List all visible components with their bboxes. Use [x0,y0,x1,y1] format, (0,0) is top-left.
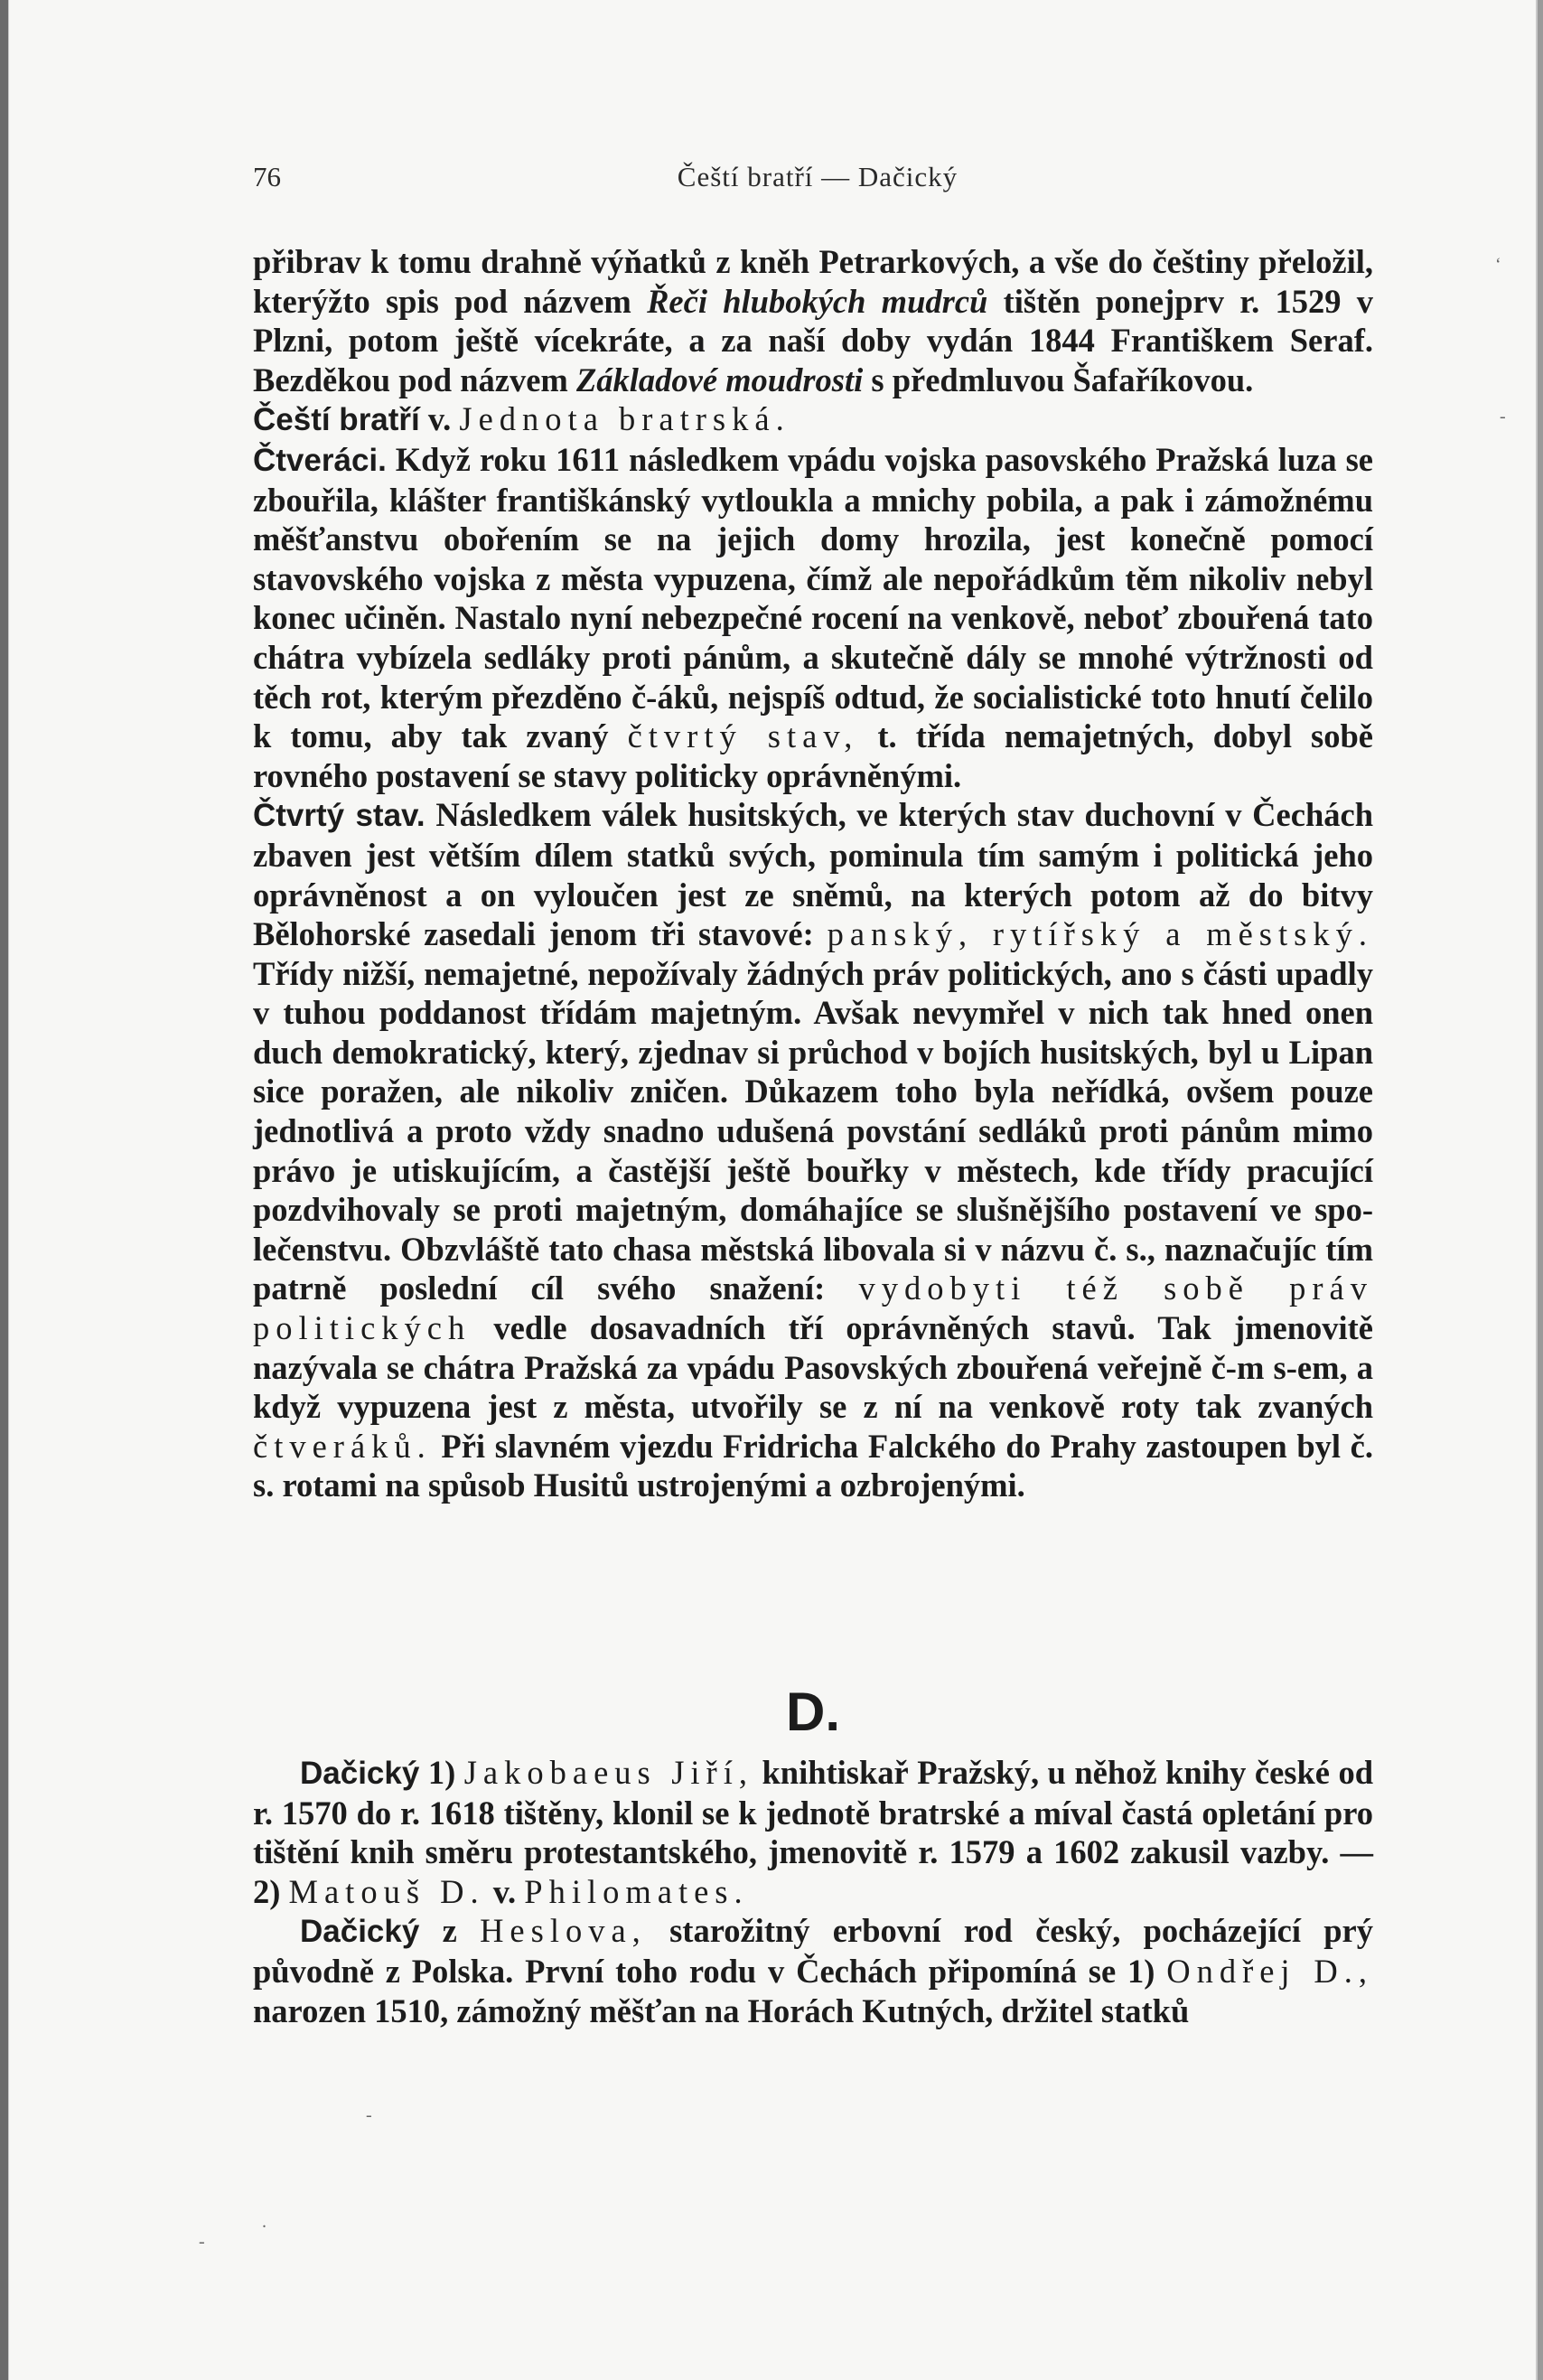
scan-edge-right [1538,0,1543,2380]
spaced-term: panský, rytířský a městský. [827,915,1373,953]
section-letter-heading: D. [786,1682,840,1742]
dictionary-paragraph [253,440,1373,795]
headword: Čtveráci. [253,442,387,478]
spaced-term: čtvrtý stav, [627,717,859,755]
headword: Čtvrtý stav. [253,798,425,834]
spaced-term: čtveráků. [253,1427,432,1465]
spaced-term: Philomates. [524,1872,749,1910]
text-run: z [419,1912,481,1950]
dictionary-paragraph [253,399,1373,440]
text-run: t. třída nemajetných, dobyl sobě rovného postavení se stavy politicky oprávněnými. [253,717,1374,794]
dictionary-paragraph [253,795,1373,1505]
text-run: přibrav k tomu drahně výňatků z kněh Petrarkových, a vše do češtiny přeložil, kterýžto spis pod názvem [253,243,1373,320]
dictionary-text-d [253,1753,1373,2030]
headword: Dačický [300,1914,420,1950]
scan-edge-left [0,0,8,2380]
italic-title: Základové moudrosti [575,361,864,398]
text-run: 1) [419,1754,464,1791]
text-run: Následkem válek husitských, ve kterých stav duchovní v Čechách zbaven jest větším dílem statků svých, pominula tím samým i politická jeho oprávněnost a on vyloučen jest ze sněmů, na kterých potom až do bitvy Bělohorské zasedali jenom tři stavové: [253,796,1373,953]
text-run: tištěn ponejprv r. 1529 v Plzni, potom ještě vícekráte, a za naší doby vydán 1844 Františkem Seraf. Bezděkou pod názvem [253,282,1373,398]
dictionary-paragraph [253,1911,1373,2030]
dictionary-paragraph [253,1753,1373,1911]
text-run: Při slavném vjezdu Fridricha Falckého do Prahy zastoupen byl č. s. rotami na spůsob Husitů ustrojenými a ozbrojenými. [253,1427,1373,1504]
spaced-term: Ondřej D., [1166,1952,1373,1990]
headword: Čeští bratří [253,402,420,438]
book-page: 76 Čeští bratří — Dačický přibrav k tomu drahně výňatků z kněh Petrarkových, a vše do češtiny přeložil, kterýžto spis pod názvem Řeči hlubokých mudrců tištěn ponejprv r. 1529 v Plzni, potom ještě vícekráte, a za naší doby vydán 1844 Františkem Seraf. Bezděkou pod názvem Základové moudrosti s předmluvou Šafaříkovou. Čeští bratří v. Jednota bratrská. Čtveráci. Když roku 1611 následkem vpádu vojska pasovského Pražská luza se zbouřila, klášter františkánský vytloukla a mnichy pobila, a pak i zámožnému měšťanstvu obořením se na jejich domy hrozila, jest konečně pomocí stavovského vojska z města vypuzena, čímž ale nepořádkům těm nikoliv nebyl konec učiněn. Nastalo nyní nebezpečné rocení na venkově, neboť zbouřená tato chátra vybízela sedláky proti pánům, a skutečně dály se mnohé výtržnosti od těch rot, kterým přezděno č-áků, nejspíš odtud, že socialistické toto hnutí čelilo k tomu, aby tak zvaný čtvrtý stav, t. třída nemajetných, dobyl sobě rovného postavení se stavy politicky oprávněnými. Čtvrtý stav. Následkem válek husitských, ve kterých stav duchovní v Čechách zbaven jest větším dílem statků svých, pominula tím samým i politická jeho oprávněnost a on vyloučen jest ze sněmů, na kterých potom až do bitvy Bělohorské zasedali jenom tři stavové: panský, rytířský a městský. Třídy nižší, nemajetné, nepožívaly žádných práv politických, ano s části upadly v tuhou poddanost třídám majetným. Avšak nevymřel v nich tak hned onen duch demokratický, který, zjednav si průchod v bojích husitských, byl u Lipan sice poražen, ale nikoliv zničen. Důkazem toho byla neřídká, ovšem pouze jednotlivá a proto vždy snadno udušená povstání sedláků proti pánům mimo právo je utiskujícím, a častější ještě bouřky v městech, kde třídy pracující pozdvihovaly se proti majetným, domáhajíce se slušnějšího postavení ve společenstvu. Obzvláště tato chasa městská libovala si v názvu č. s., naznačujíc tím patrně poslední cíl svého snažení: vydobyti též sobě práv politických vedle dosavadních tří oprávněných stavů. Tak jmenovitě nazývala se chátra Pražská za vpádu Pasovských zbouřená veřejně č-m s-em, a když vypuzena jest z města, utvořily se z ní na venkově roty tak zvaných čtveráků. Při slavném vjezdu Fridricha Falckého do Prahy zastoupen byl č. s. rotami na spůsob Husitů ustrojenými a ozbrojenými. D. Dačický 1) Jakobaeus Jiří, knihtiskař Pražský, u něhož knihy české od r. 1570 do r. 1618 tištěny, klonil se k jednotě bratrské a míval častá opletání pro tištění knih směru protestantského, jmenovitě r. 1579 a 1602 zakusil vazby. — 2) Matouš D. v. Philomates. Dačický z Heslova, starožitný erbovní rod český, pocházející prý původně z Polska. První toho rodu v Čechách připomíná se 1) Ondřej D., narozen 1510, zámožný měšťan na Horách Kutných, držitel statků ‘ - . - - [9,0,1536,2380]
italic-title: Řeči hlubokých mudrců [647,282,988,320]
running-head [253,161,1382,197]
page-number: 76 [253,161,281,192]
dictionary-paragraph [253,242,1373,399]
headword: Dačický [300,1756,420,1791]
text-run: starožitný erbovní rod český, pocházející prý původně z Polska. První toho rodu v Čechách připomíná se 1) [253,1912,1373,1990]
spaced-term: Jakobaeus Jiří, [463,1754,753,1791]
text-run: Třídy nižší, nemajetné, nepožívaly žádných práv politických, ano s části upadly v tuhou poddanost třídám majetným. Avšak nevymřel v nich tak hned onen duch demokratický, který, zjednav si průchod v bojích husitských, byl u Lipan sice poražen, ale nikoliv zničen. Důkazem toho byla neřídká, ovšem pouze jednotlivá a proto vždy snadno udušená povstání sedláků proti pánům mimo právo je utiskujícím, a častější ještě bouřky v městech, kde třídy pracující pozdvihovaly se proti majetným, domáhajíce se slušnějšího postavení ve společenstvu. Obzvláště tato chasa městská libovala si v názvu č. s., naznačujíc tím patrně poslední cíl svého snažení: [253,954,1373,1307]
text-run: narozen 1510, zámožný měšťan na Horách Kutných, držitel statků [253,1991,1190,2029]
text-run: v. [484,1872,525,1910]
spaced-term: Matouš D. [288,1872,485,1910]
spaced-term: Heslova, [480,1912,647,1950]
dictionary-text-c [253,242,1373,1505]
text-run: v. [419,400,460,438]
text-run: s předmluvou Šafaříkovou. [863,361,1254,398]
text-run: vedle dosavadních tří oprávněných stavů. Tak jmenovitě nazývala se chátra Pražská za vpádu Pasovských zbouřená veřejně č-m s-em, a když vypuzena jest z města, utvořily se z ní na venkově roty tak zvaných [253,1309,1373,1426]
text-run: Když roku 1611 následkem vpádu vojska pasovského Pražská luza se zbouřila, klášter františkánský vytloukla a mnichy pobila, a pak i zámožnému měšťanstvu obořením se na jejich domy hrozila, jest konečně pomocí stavovského vojska z města vypuzena, čímž ale nepořádkům těm nikoliv nebyl konec učiněn. Nastalo nyní nebezpečné rocení na venkově, neboť zbouřená tato chátra vybízela sedláky proti pánům, a skutečně dály se mnohé výtržnosti od těch rot, kterým přezděno č-áků, nejspíš odtud, že socialistické toto hnutí čelilo k tomu, aby tak zvaný [253,440,1373,755]
text-run: knihtiskař Pražský, u něhož knihy české od r. 1570 do r. 1618 tištěny, klonil se k jednotě bratrské a míval častá opletání pro tištění knih směru protestantského, jmenovitě r. 1579 a 1602 zakusil vazby. — 2) [253,1754,1374,1910]
spaced-term: Jednota bratrská. [459,400,790,438]
spaced-term: vydobyti též sobě práv politických [253,1270,1373,1347]
running-title: Čeští bratří — Dačický [677,161,959,192]
